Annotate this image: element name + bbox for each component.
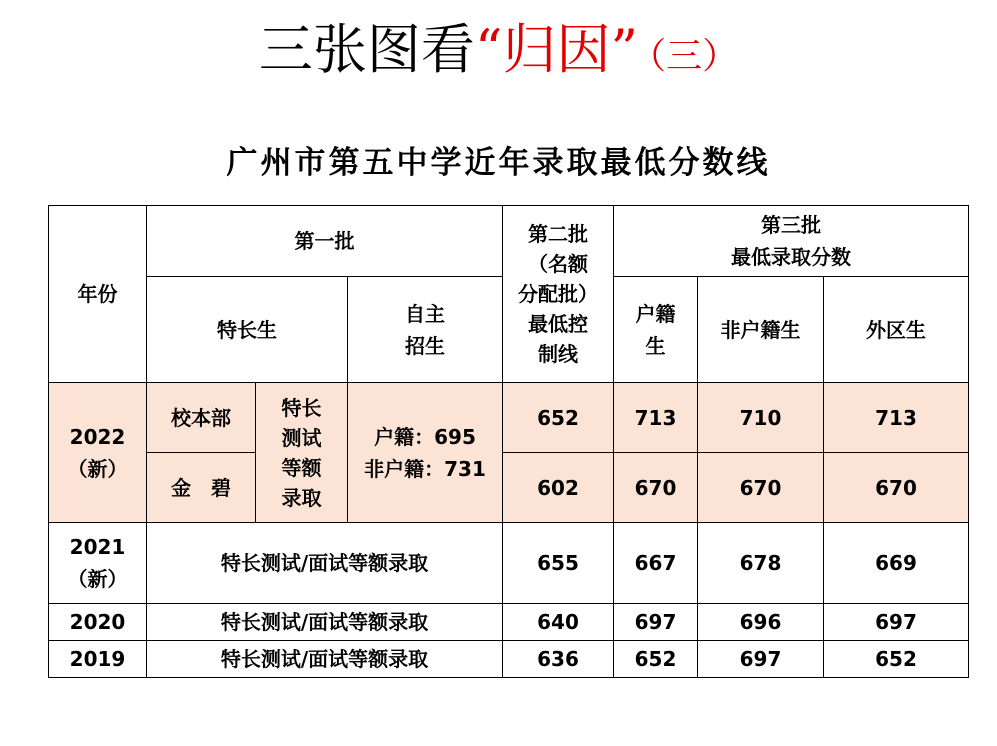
header-batch1: 第一批 — [147, 206, 503, 277]
title-quote: “归因” — [474, 18, 639, 81]
header-non-hukou: 非户籍生 — [698, 277, 824, 383]
campus-jinbi: 金 碧 — [147, 453, 256, 523]
title-main: 三张图看 — [258, 18, 475, 81]
header-batch3: 第三批 最低录取分数 — [614, 206, 969, 277]
header-row-1 — [49, 206, 969, 277]
header-batch2: 第二批 （名额 分配批） 最低控 制线 — [503, 206, 614, 383]
non-hukou-cell: 697 — [698, 641, 824, 678]
table-row-2022-main — [49, 383, 969, 453]
header-independent: 自主 招生 — [348, 277, 503, 383]
non-hukou-cell: 670 — [698, 453, 824, 523]
table-row-2020 — [49, 604, 969, 641]
table-row-2022-jinbi — [49, 453, 969, 523]
campus-main: 校本部 — [147, 383, 256, 453]
batch2-cell: 652 — [503, 383, 614, 453]
header-year: 年份 — [49, 206, 147, 383]
year-cell-2022: 2022 （新） — [49, 383, 147, 523]
outside-cell: 669 — [824, 523, 969, 604]
batch2-cell: 640 — [503, 604, 614, 641]
non-hukou-cell: 710 — [698, 383, 824, 453]
year-cell-2020: 2020 — [49, 604, 147, 641]
batch2-cell: 655 — [503, 523, 614, 604]
outside-cell: 670 — [824, 453, 969, 523]
year-cell-2021: 2021 （新） — [49, 523, 147, 604]
hukou-cell: 697 — [614, 604, 698, 641]
title-suffix: （三） — [648, 36, 739, 77]
non-hukou-cell: 696 — [698, 604, 824, 641]
table-caption: 广州市第五中学近年录取最低分数线 — [226, 145, 771, 181]
hukou-cell: 652 — [614, 641, 698, 678]
hukou-cell: 670 — [614, 453, 698, 523]
admission-score-table — [48, 205, 969, 678]
non-hukou-cell: 678 — [698, 523, 824, 604]
hukou-cell: 713 — [614, 383, 698, 453]
batch1-cell: 特长测试/面试等额录取 — [147, 641, 503, 678]
header-outside: 外区生 — [824, 277, 969, 383]
header-specialty: 特长生 — [147, 277, 348, 383]
batch2-cell: 602 — [503, 453, 614, 523]
header-hukou: 户籍 生 — [614, 277, 698, 383]
table-row-2021 — [49, 523, 969, 604]
outside-cell: 697 — [824, 604, 969, 641]
hukou-cell: 667 — [614, 523, 698, 604]
outside-cell: 713 — [824, 383, 969, 453]
batch1-cell: 特长测试/面试等额录取 — [147, 523, 503, 604]
batch1-cell: 特长测试/面试等额录取 — [147, 604, 503, 641]
independent-scores-2022: 户籍：695 非户籍：731 — [348, 383, 503, 523]
year-cell-2019: 2019 — [49, 641, 147, 678]
table-row-2019 — [49, 641, 969, 678]
specialty-method-2022: 特长 测试 等额 录取 — [256, 383, 348, 523]
outside-cell: 652 — [824, 641, 969, 678]
slide-title — [0, 10, 997, 97]
batch2-cell: 636 — [503, 641, 614, 678]
